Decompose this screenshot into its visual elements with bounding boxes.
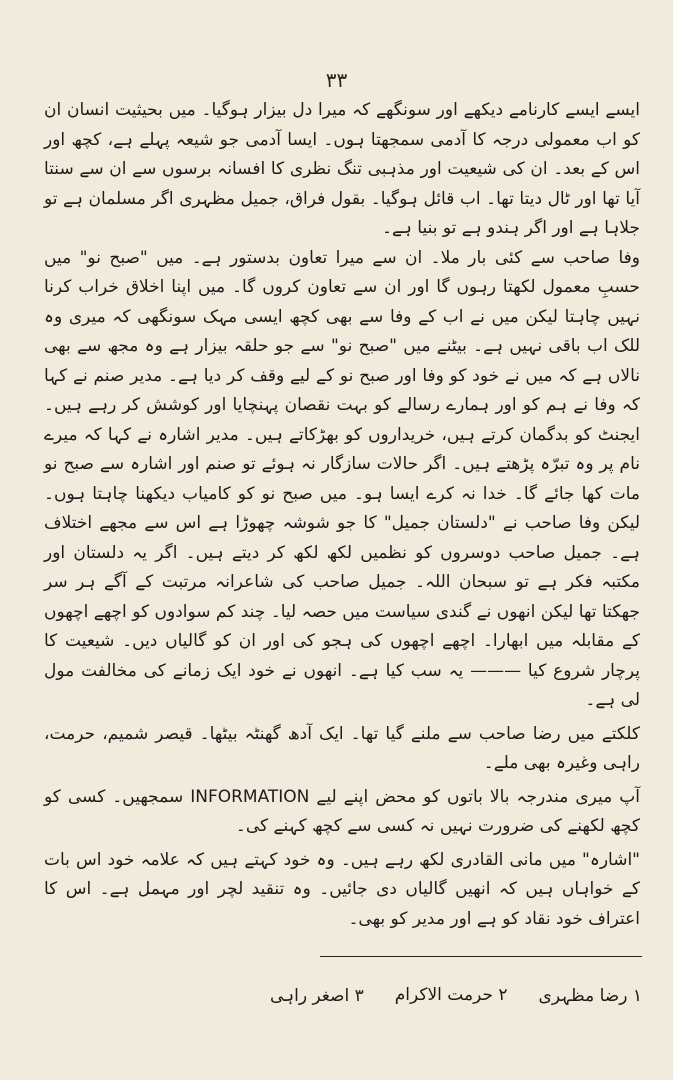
footnote-3: ۳ اصغر راہی (270, 986, 364, 1006)
paragraph-3: کلکتے میں رضا صاحب سے ملنے گیا تھا۔ ایک آدھ گھنٹہ بیٹھا۔ قیصر شمیم، حرمت، راہی وغیرہ بھی ملے۔ (44, 723, 640, 773)
footnote-divider (320, 956, 642, 957)
paragraph-2: وفا صاحب سے کئی بار ملا۔ ان سے میرا تعاون بدستور ہے۔ میں "صبح نو" میں حسبِ معمول لکھتا رہوں گا اور ان سے تعاون کروں گا۔ میں اپنا اخلاق خراب کرنا نہیں چاہتا لیکن میں نے اب کے وفا سے بھی کچھ ایسی مہک سونگھی کہ میری وہ للک اب باقی نہیں ہے۔ بیٹنے میں "صبح نو" سے جو حلقہ بیزار ہے وہ مجھ سے بھی نالاں ہے کہ میں نے خود کو وفا اور صبح نو کے لیے وقف کر دیا ہے۔ مدیر صنم نے کہا کہ وفا نے ہم کو اور ہمارے رسالے کو بہت نقصان پہنچایا اور کوشش کر رہے ہیں۔ ایجنٹ کو بدگمان کرتے ہیں، خریداروں کو بھڑکاتے ہیں۔ مدیر اشارہ نے کہا کہ میرے نام پر وہ تبرّہ پڑھتے ہیں۔ اگر حالات سازگار نہ ہوئے تو صنم اور اشارہ سے صبح نو مات کھا جائے گا۔ خدا نہ کرے ایسا ہو۔ میں صبح نو کو کامیاب دیکھنا چاہتا ہوں۔ لیکن وفا صاحب نے "دلستان جمیل" کا جو شوشہ چھوڑا ہے اس سے مجھے اختلاف ہے۔ جمیل صاحب دوسروں کو نظمیں لکھ لکھ کر دیتے ہیں۔ اگر یہ دلستان اور مکتبہ فکر ہے تو سبحان اللہ۔ جمیل صاحب کی شاعرانہ مرتبت کے آگے ہر سر جھکتا تھا لیکن انھوں نے گندی سیاست میں حصہ لیا۔ چند کم سوادوں کو اچھے اچھوں کے مقابلہ میں ابھارا۔ اچھے اچھوں کی ہجو کی اور ان کو گالیاں دیں۔ شیعیت کا پرچار شروع کیا ——— یہ سب کیا ہے۔ انھوں نے خود ایک زمانے کی مخالفت مول لی ہے۔ (44, 247, 640, 710)
paragraph-1: ایسے ایسے کارنامے دیکھے اور سونگھے کہ میرا دل بیزار ہوگیا۔ میں بحیثیت انسان ان کو اب معمولی درجہ کا آدمی سمجھتا ہوں۔ ایسا آدمی جو شیعہ پہلے ہے، کچھ اور اس کے بعد۔ ان کی شیعیت اور مذہبی تنگ نظری کا افسانہ برسوں سے ان سے سنتا آیا تھا اور ٹال دیتا تھا۔ اب قائل ہوگیا۔ بقول فراق، جمیل مظہری اگر مسلمان ہے تو جلاہا ہے اور اگر ہندو ہے تو بنیا ہے۔ (44, 100, 640, 238)
footnote-2: ۲ حرمت الاکرام (394, 985, 508, 1005)
footnote-1: ۱ رضا مظہری (538, 986, 642, 1006)
paragraph-4: آپ میری مندرجہ بالا باتوں کو محض اپنے لیے INFORMATION سمجھیں۔ کسی کو کچھ لکھنے کی ضرورت نہیں نہ کسی سے کچھ کہنے کی۔ (44, 786, 640, 836)
footnotes (270, 985, 642, 1006)
page-number: ۳۳ (325, 68, 348, 92)
letter-body (44, 96, 640, 934)
paragraph-5: "اشارہ" میں مانی القادری لکھ رہے ہیں۔ وہ خود کہتے ہیں کہ علامہ خود اس بات کے خواہاں ہیں کہ انھیں گالیاں دی جائیں۔ وہ تنقید لچر اور مہمل ہے۔ اس کا اعتراف خود نقاد کو ہے اور مدیر کو بھی۔ (44, 849, 640, 929)
